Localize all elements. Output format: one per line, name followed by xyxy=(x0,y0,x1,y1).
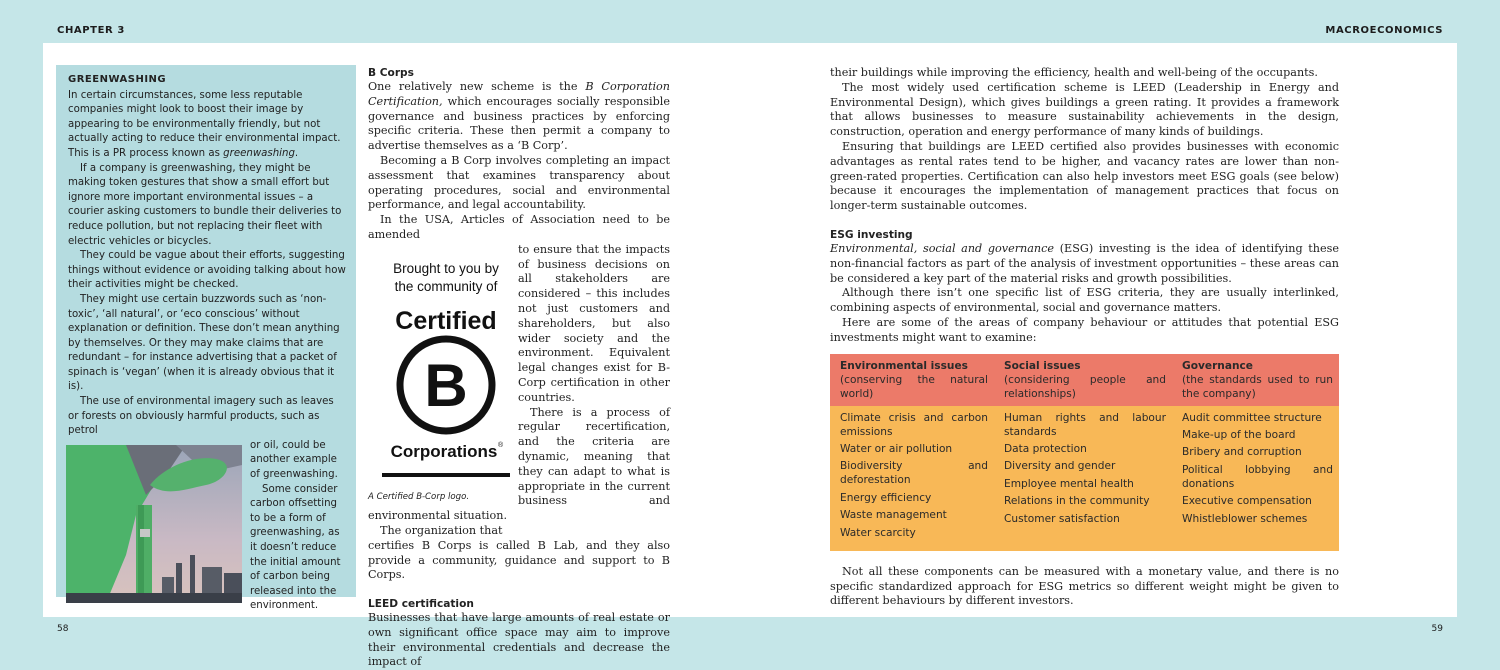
table-cell: Customer satisfaction xyxy=(1004,512,1120,525)
table-cell: Relations in the community xyxy=(1004,495,1150,508)
table-cell: Energy efficiency xyxy=(840,491,932,504)
chapter-label: CHAPTER 3 xyxy=(57,25,125,36)
logo-registered-mark: ® xyxy=(498,441,504,449)
body-paragraph: Not all these components can be measured with a monetary value, and there is no specific standardized approach for ESG metrics so different weight might be given to different behaviours by different investors. xyxy=(830,564,1339,608)
logo-line-1: Brought to you by xyxy=(393,260,499,276)
table-cell: Employee mental health xyxy=(1004,477,1134,490)
body-paragraph: The organization that xyxy=(380,523,503,537)
logo-certified: Certified xyxy=(395,306,497,335)
table-cell: Biodiversity and deforestation xyxy=(840,460,988,487)
logo-line-2: the community of xyxy=(394,278,498,294)
greenwashing-illustration xyxy=(66,445,242,603)
logo-b-letter: B xyxy=(424,351,468,419)
sidebar-paragraph: They could be vague about their efforts, suggesting things without evidence or avoiding talking about how their activities might be checked. xyxy=(68,250,346,291)
body-paragraph: Here are some of the areas of company behaviour or attitudes that potential ESG investments might want to examine: xyxy=(830,315,1339,344)
social-list xyxy=(994,406,1172,551)
esg-column xyxy=(830,66,1339,609)
logo-corporations: Corporations xyxy=(390,441,498,461)
greenwashing-sidebar xyxy=(56,65,356,612)
table-cell: Audit committee structure xyxy=(1182,411,1322,424)
table-cell: Whistleblower schemes xyxy=(1182,512,1308,525)
bcorps-column xyxy=(368,66,670,670)
body-paragraph: Although there isn’t one specific list of ESG criteria, they are usually interlinked, combining aspects of environmental, social and governance matters. xyxy=(830,286,1339,315)
table-header-cell: Environmental issues (conserving the natural world) xyxy=(830,354,994,406)
bcorps-heading: B Corps xyxy=(368,67,414,79)
table-cell: Waste management xyxy=(840,509,947,522)
table-cell: Human rights and labour standards xyxy=(1004,411,1166,438)
sidebar-title: GREENWASHING xyxy=(68,74,167,85)
table-cell: Diversity and gender xyxy=(1004,460,1116,473)
esg-heading: ESG investing xyxy=(830,228,913,241)
leed-heading: LEED certification xyxy=(368,598,474,611)
table-cell: Political lobbying and donations xyxy=(1182,463,1333,490)
table-cell: Executive compensation xyxy=(1182,495,1312,508)
table-cell: Climate crisis and carbon emissions xyxy=(840,411,988,438)
table-cell: Water scarcity xyxy=(840,526,916,539)
logo-caption: A Certified B-Corp logo. xyxy=(368,491,470,502)
sidebar-paragraph: If a company is greenwashing, they might be making token gestures that show a small effort but ignore more important environmental issues – a courier asking customers to bundle their deliveries to reduce pollution, but not replacing their fleet with electric vehicles or bicycles. xyxy=(68,162,342,247)
body-paragraph: The most widely used certification scheme is LEED (Leadership in Energy and Environmental Design), which gives buildings a green rating. It provides a framework that allows businesses to measure sustainability achievements in the design, construction, operation and energy performance of many kinds of buildings. xyxy=(830,80,1339,139)
sidebar-paragraph: or oil, could be another example of greenwashing. xyxy=(250,439,338,481)
page-number-right: 59 xyxy=(1431,624,1443,634)
body-paragraph: Businesses that have large amounts of real estate or own significant office space may aim to improve their environmental credentials and decrease the impact of xyxy=(368,611,670,669)
body-paragraph: certifies B Corps is called B Lab, and they also provide a community, guidance and support to B Corps. xyxy=(368,538,670,582)
section-label: MACROECONOMICS xyxy=(1325,25,1443,36)
table-header-cell: Social issues (considering people and relationships) xyxy=(994,354,1172,406)
bcorp-logo xyxy=(382,251,510,481)
sidebar-paragraph: They might use certain buzzwords such as ‘non-toxic’, ‘all natural’, or ‘eco conscious’ without explanation or definition. These don’t mean anything by themselves. Or they may make claims that are redundant – for instance advertising that a packet of spinach is ‘vegan’ (when it is already obvious that it is). xyxy=(68,293,340,393)
sidebar-paragraph: In certain circumstances, some less reputable companies might look to boost their image by appearing to be environmentally friendly, but not actually acting to reduce their environmental impact. This is a PR process known as greenwashing. xyxy=(68,89,341,159)
body-paragraph: There is a process of regular recertification, and the criteria are dynamic, meaning that they can adapt to what is appropriate in the current business and environmental situation. xyxy=(368,405,670,523)
sidebar-paragraph: Some consider carbon offsetting to be a form of greenwashing, as it doesn’t reduce the initial amount of carbon being released into the environment. xyxy=(250,483,341,612)
body-paragraph: One relatively new scheme is the B Corporation Certification, which encourages socially responsible governance and business practices by enforcing specific criteria. These then permit a company to advertise themselves as a ‘B Corp’. xyxy=(368,80,670,153)
esg-table xyxy=(830,354,1339,551)
table-cell: Bribery and corruption xyxy=(1182,446,1302,459)
table-cell: Make-up of the board xyxy=(1182,428,1296,441)
table-cell: Water or air pollution xyxy=(840,442,953,455)
body-paragraph: their buildings while improving the efficiency, health and well-being of the occupants. xyxy=(830,66,1318,79)
sidebar-paragraph: The use of environmental imagery such as leaves or forests on obviously harmful products, such as petrol xyxy=(68,396,334,437)
body-paragraph: to ensure that the impacts of business decisions on all stakeholders are considered – this includes not just customers and shareholders, but also wider society and the environment. Equivalent legal changes exist for B-Corp certification in other countries. xyxy=(518,242,670,404)
bcorp-logo-figure xyxy=(368,245,512,505)
environmental-list xyxy=(830,406,994,551)
page-number-left: 58 xyxy=(57,624,69,634)
governance-list xyxy=(1172,406,1339,551)
table-cell: Data protection xyxy=(1004,442,1087,455)
body-paragraph: Ensuring that buildings are LEED certified also provides businesses with economic advantages as rental rates tend to be higher, and vacancy rates are lower than non-green-rated properties. Certification can also help investors meet ESG goals (see below) because it encourages the implementation of management practices that focus on longer-term sustainable outcomes. xyxy=(830,139,1339,213)
body-paragraph: Environmental, social and governance (ESG) investing is the idea of identifying these non-financial factors as part of the analysis of investment opportunities – these areas can be considered a key part of the material risks and growth possibilities. xyxy=(830,241,1339,285)
body-paragraph: In the USA, Articles of Association need to be amended xyxy=(368,213,670,241)
table-header-cell: Governance (the standards used to run the company) xyxy=(1172,354,1339,406)
body-paragraph: Becoming a B Corp involves completing an impact assessment that examines transparency about operating procedures, social and environmental performance, and legal accountability. xyxy=(368,153,670,212)
